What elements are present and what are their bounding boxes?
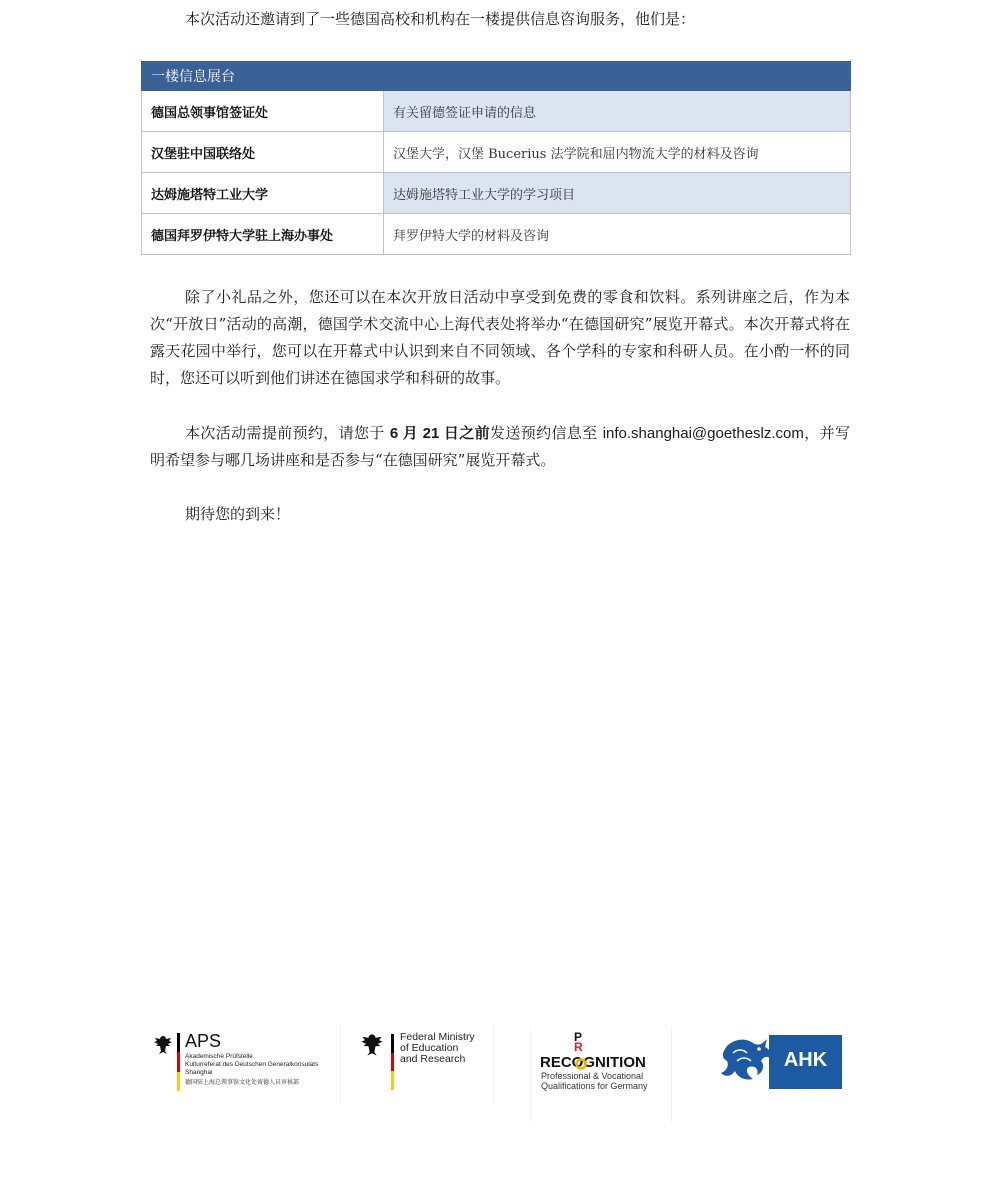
bmbf-line-1: Federal Ministry xyxy=(400,1031,475,1043)
recognition-logo xyxy=(530,1026,672,1122)
table-header: 一楼信息展台 xyxy=(142,62,851,91)
aps-line-4: 德国驻上海总领事馆文化处留德人员审核部 xyxy=(185,1079,300,1086)
recognition-sub-1: Professional & Vocational xyxy=(541,1071,644,1081)
org-name: 德国总领事馆签证处 xyxy=(142,91,384,132)
org-name: 达姆施塔特工业大学 xyxy=(142,173,384,214)
info-booth-table xyxy=(141,61,851,255)
bmbf-text xyxy=(400,1032,475,1065)
recognition-subtitle xyxy=(541,1071,648,1091)
aps-line-1: Akademische Prüfstelle xyxy=(185,1053,253,1060)
table-row xyxy=(142,173,851,214)
table-row xyxy=(142,132,851,173)
intro-paragraph: 本次活动还邀请到了一些德国高校和机构在一楼提供信息咨询服务，他们是： xyxy=(185,10,696,28)
german-eagle-icon xyxy=(359,1032,385,1058)
gifts-paragraph: 除了小礼品之外，您还可以在本次开放日活动中享受到免费的零食和饮料。系列讲座之后，作为本次“开放日”活动的高潮，德国学术交流中心上海代表处将举办“在德国研究”展览开幕式。本次开幕式将在露天花园中举行，您可以在开幕式中认识到来自不同领域、各个学科的专家和科研人员。在小酌一杯的同时，您还可以听到他们讲述在德国求学和科研的故事。 xyxy=(150,288,850,387)
german-eagle-icon xyxy=(152,1034,174,1056)
closing-paragraph: 期待您的到来！ xyxy=(185,505,291,523)
bmbf-line-3: and Research xyxy=(400,1053,466,1065)
booking-text-middle: 发送预约信息至 xyxy=(489,424,603,442)
aps-title: APS xyxy=(185,1031,222,1051)
bmbf-line-2: of Education xyxy=(400,1042,459,1054)
german-flag-bars xyxy=(391,1034,394,1090)
org-description: 达姆施塔特工业大学的学习项目 xyxy=(384,173,851,214)
recognition-letter-r: R xyxy=(574,1040,583,1054)
bmbf-logo xyxy=(340,1024,494,1104)
org-name: 德国拜罗伊特大学驻上海办事处 xyxy=(142,214,384,255)
booking-paragraph xyxy=(150,420,850,474)
aps-line-2: Kulturreferat des Deutschen Generalkonsulats xyxy=(185,1061,319,1068)
ahk-badge xyxy=(769,1035,842,1089)
german-flag-bars xyxy=(177,1033,180,1091)
booking-email-link[interactable]: info.shanghai@goetheslz.com xyxy=(602,425,804,442)
aps-line-3: Shanghai xyxy=(185,1069,213,1076)
org-description: 有关留德签证申请的信息 xyxy=(384,91,851,132)
ahk-logo xyxy=(719,1035,842,1089)
recognition-sub-2: Qualifications for Germany xyxy=(541,1081,648,1091)
booking-deadline: 6 月 21 日之前 xyxy=(389,425,490,442)
table-row xyxy=(142,91,851,132)
org-description: 拜罗伊特大学的材料及咨询 xyxy=(384,214,851,255)
org-description: 汉堡大学，汉堡 Bucerius 法学院和屈内物流大学的材料及咨询 xyxy=(384,132,851,173)
booking-text-after: ，并写明希望参与哪几场讲座和是否参与“在德国研究”展览开幕式。 xyxy=(150,424,850,469)
table-row xyxy=(142,214,851,255)
ahk-text: AHK xyxy=(783,1049,828,1071)
booking-text-before: 本次活动需提前预约，请您于 xyxy=(185,424,390,442)
recognition-o-ring-icon xyxy=(575,1058,587,1070)
aps-logo xyxy=(152,1031,332,1095)
recognition-letter-p: P xyxy=(574,1030,583,1044)
recognition-wordmark: RECOGNITION xyxy=(540,1054,646,1071)
org-name: 汉堡驻中国联络处 xyxy=(142,132,384,173)
table-header-row xyxy=(142,62,851,91)
recognition-pro-mark xyxy=(574,1032,583,1052)
